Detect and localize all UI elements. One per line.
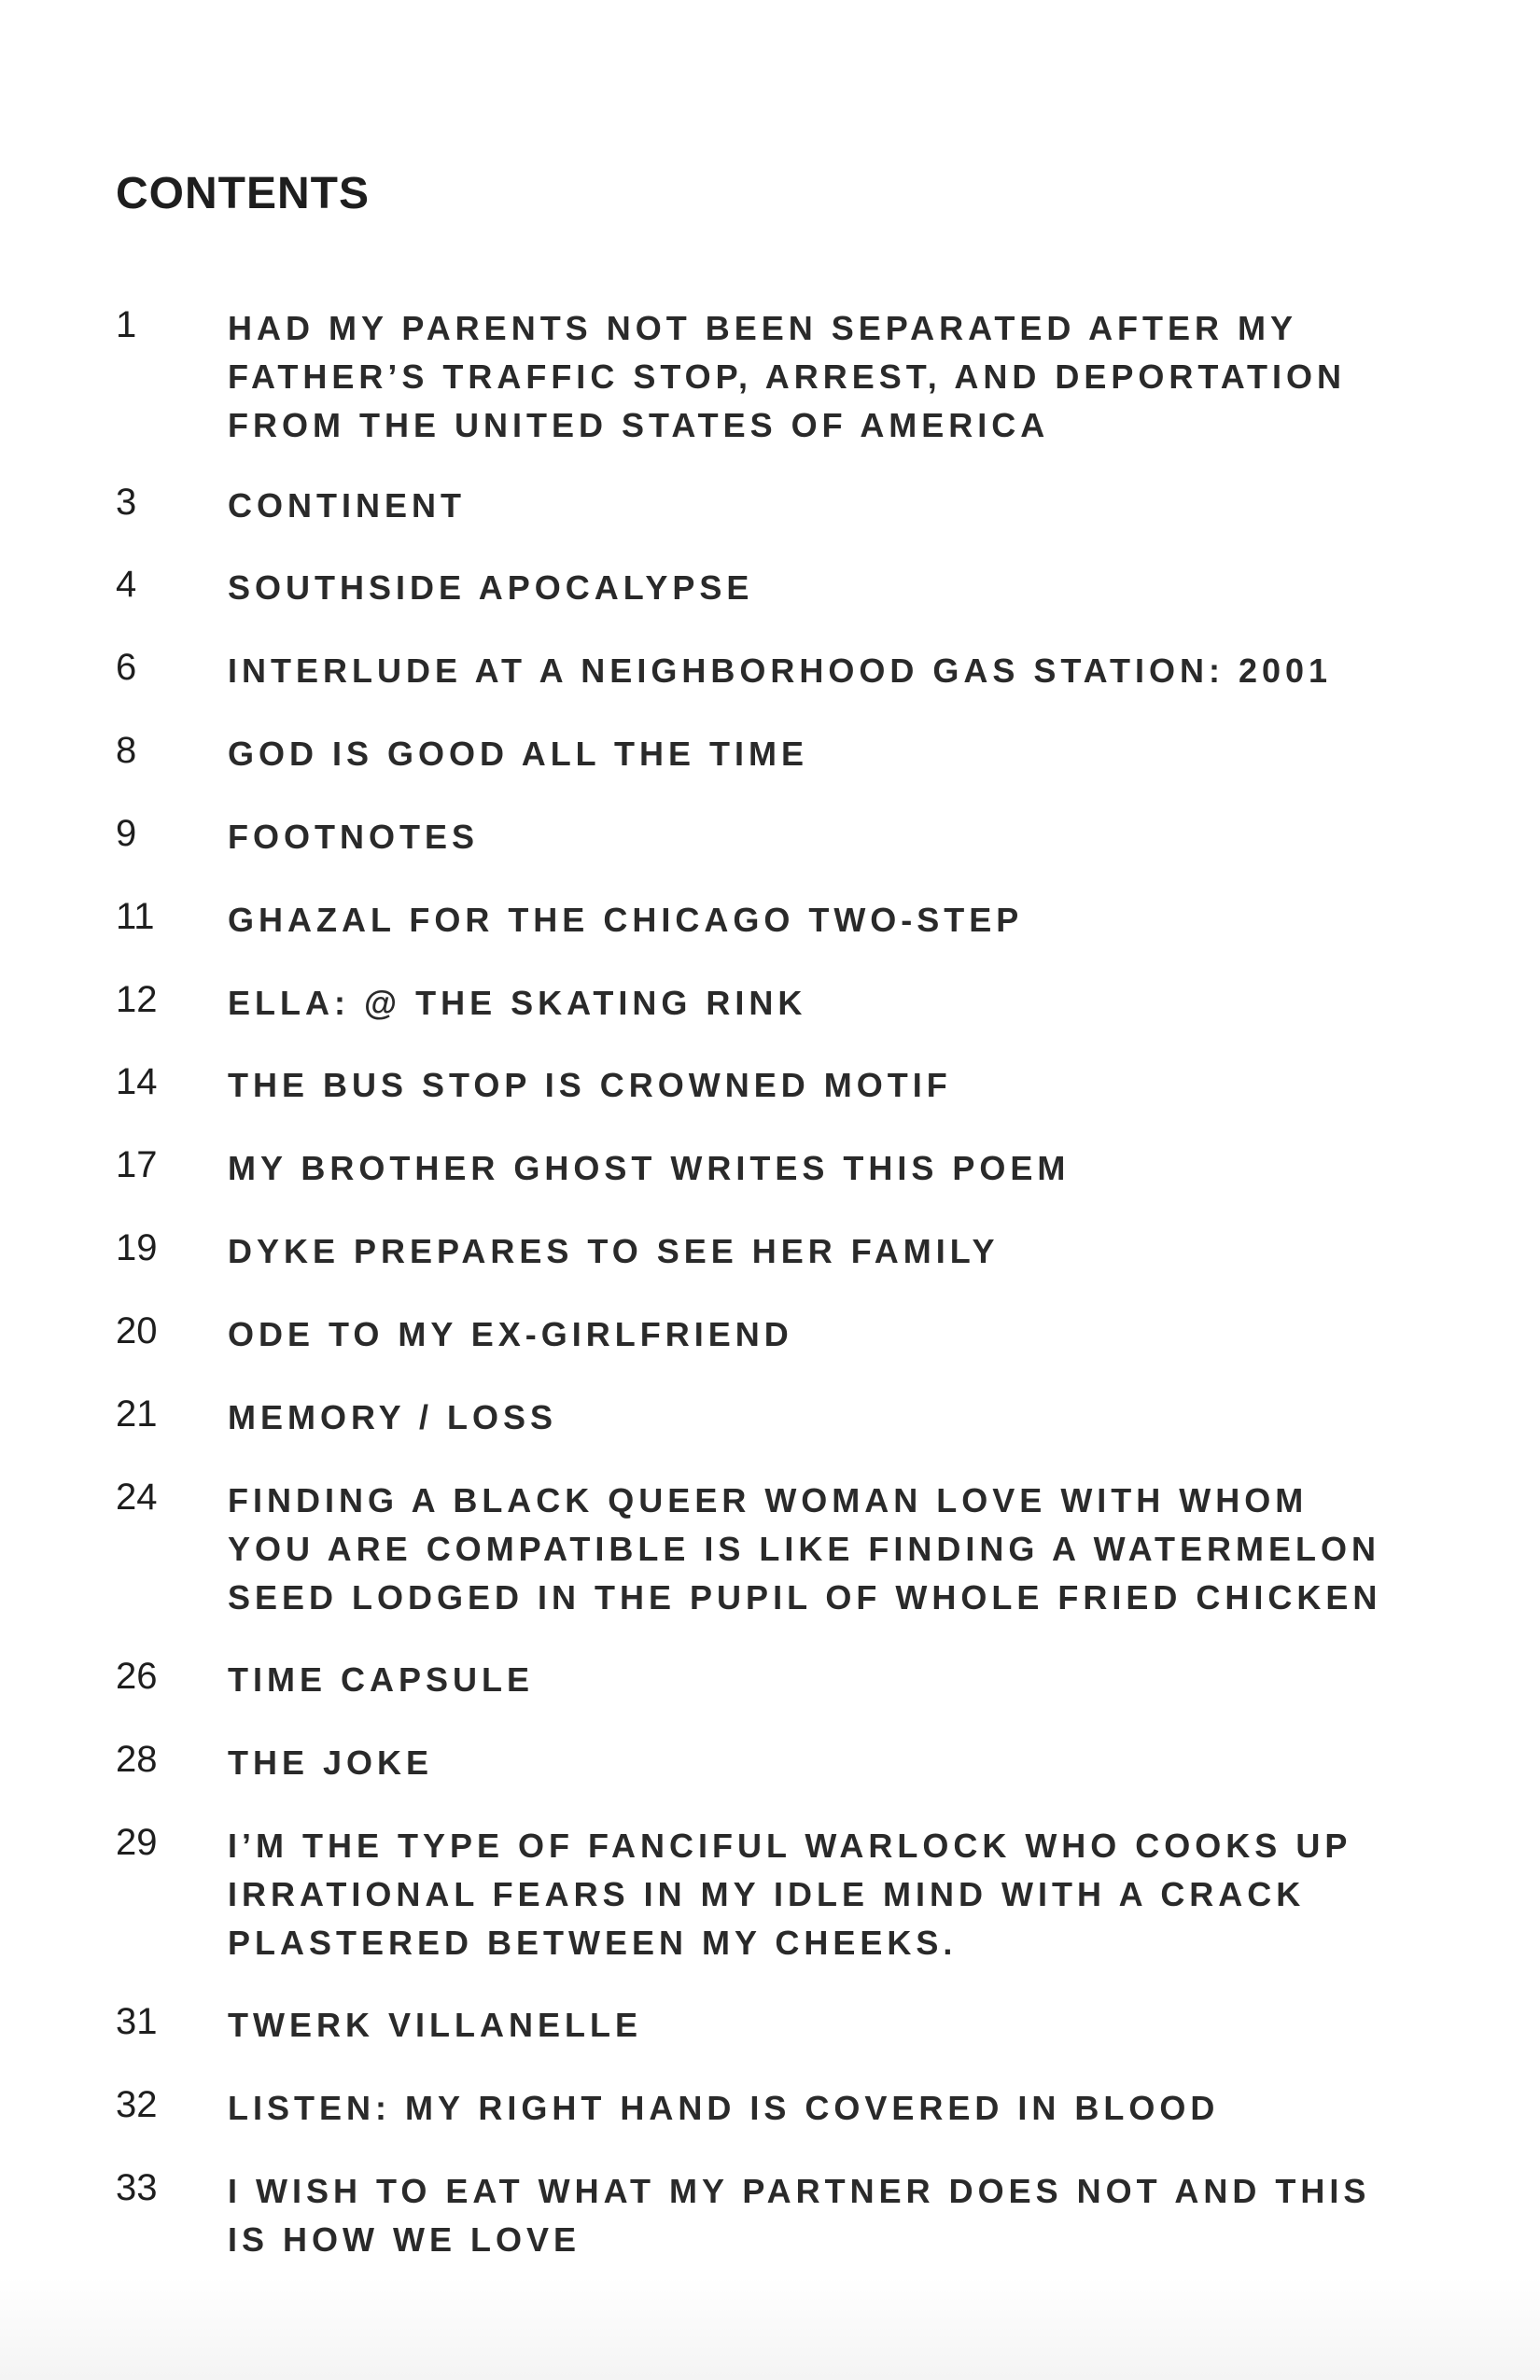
toc-entry-title: I’M THE TYPE OF FANCIFUL WARLOCK WHO COOKS UP IRRATIONAL FEARS IN MY IDLE MIND WITH A CRACK PLASTERED BETWEEN MY CHEEKS. <box>228 1827 1352 1962</box>
toc-page-number: 26 <box>116 1656 158 1697</box>
toc-page-number: 21 <box>116 1393 158 1435</box>
toc-entry-title: LISTEN: MY RIGHT HAND IS COVERED IN BLOOD <box>228 2089 1220 2127</box>
toc-page-number: 8 <box>116 730 137 771</box>
toc-entry-title: INTERLUDE AT A NEIGHBORHOOD GAS STATION: 2001 <box>228 651 1333 690</box>
toc-page-number: 29 <box>116 1822 158 1863</box>
toc-entry-title: I WISH TO EAT WHAT MY PARTNER DOES NOT AND THIS IS HOW WE LOVE <box>228 2172 1371 2259</box>
toc-entry-title: CONTINENT <box>228 486 466 525</box>
toc-entry-title: MEMORY / LOSS <box>228 1398 558 1436</box>
toc-entry-title: SOUTHSIDE APOCALYPSE <box>228 568 754 607</box>
toc-page-number: 11 <box>116 896 155 937</box>
toc-entry-title: ODE TO MY EX-GIRLFRIEND <box>228 1315 793 1353</box>
toc-entry-title: GHAZAL FOR THE CHICAGO TWO-STEP <box>228 901 1024 939</box>
toc-page-number: 20 <box>116 1310 158 1351</box>
toc-page-number: 9 <box>116 813 137 854</box>
toc-page-number: 33 <box>116 2167 158 2208</box>
page-title: CONTENTS <box>116 169 370 218</box>
toc-page-number: 6 <box>116 647 137 688</box>
toc-entry-title: TWERK VILLANELLE <box>228 2006 642 2044</box>
toc-page-number: 17 <box>116 1144 158 1185</box>
toc-page-number: 31 <box>116 2001 158 2042</box>
toc-page-number: 32 <box>116 2084 158 2125</box>
toc-page-number: 28 <box>116 1739 158 1780</box>
toc-page-number: 24 <box>116 1477 158 1518</box>
toc-entry-title: FOOTNOTES <box>228 818 479 856</box>
toc-page-number: 3 <box>116 482 137 523</box>
toc-entry-title: THE JOKE <box>228 1743 434 1782</box>
toc-entry-title: HAD MY PARENTS NOT BEEN SEPARATED AFTER MY FATHER’S TRAFFIC STOP, ARREST, AND DEPORTATION FROM THE UNITED STATES OF AMERICA <box>228 309 1347 444</box>
toc-page-number: 4 <box>116 564 137 605</box>
toc-entry-title: TIME CAPSULE <box>228 1660 535 1699</box>
toc-entry-title: THE BUS STOP IS CROWNED MOTIF <box>228 1066 952 1104</box>
toc-page-number: 12 <box>116 979 158 1020</box>
toc-page-number: 19 <box>116 1227 158 1268</box>
toc-page-number: 14 <box>116 1061 158 1102</box>
toc-entry-title: ELLA: @ THE SKATING RINK <box>228 984 807 1022</box>
toc-entry-title: GOD IS GOOD ALL THE TIME <box>228 735 809 773</box>
toc-entry-title: DYKE PREPARES TO SEE HER FAMILY <box>228 1232 1000 1270</box>
toc-entry-title: MY BROTHER GHOST WRITES THIS POEM <box>228 1149 1071 1187</box>
toc-entry-title: FINDING A BLACK QUEER WOMAN LOVE WITH WHOM YOU ARE COMPATIBLE IS LIKE FINDING A WATERMELON SEED LODGED IN THE PUPIL OF WHOLE FRIED CHICKEN <box>228 1481 1382 1617</box>
toc-page-number: 1 <box>116 304 137 345</box>
